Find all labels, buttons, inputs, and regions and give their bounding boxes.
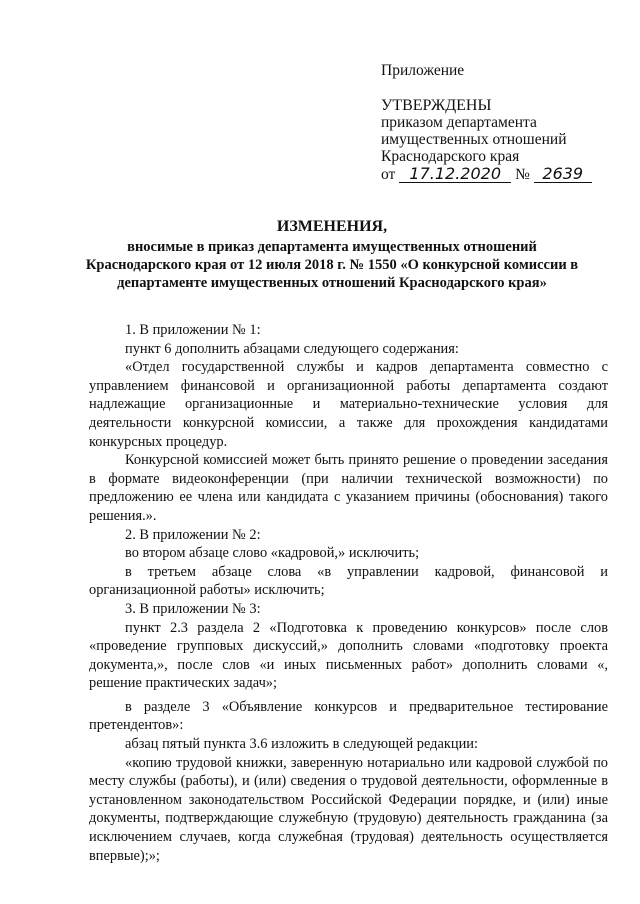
paragraph: абзац пятый пункта 3.6 изложить в следующей редакции: [125, 736, 478, 753]
paragraph: «копию трудовой книжки, заверенную нотариально или кадровой службой по месту службы (работы), и (или) сведения о трудовой деятельности, оформленные в установленном законодательством Российской Федерации порядке, и (или) иные документы, подтверждающие служебную (трудовую) деятельность гражданина (за исключением случаев, когда служебная (трудовая) деятельность осуществляется впервые);»; [89, 754, 608, 864]
paragraph: 2. В приложении № 2: [125, 526, 261, 543]
paragraph: 1. В приложении № 1: [125, 322, 261, 338]
approval-line-2: имущественных отношений [381, 131, 567, 148]
approved-label: УТВЕРЖДЕНЫ [381, 97, 492, 114]
order-line [381, 165, 592, 183]
paragraph: Конкурсной комиссией может быть принято решение о проведении заседания в формате видеоконференции (при наличии технической возможности) по предложению ее члена или кандидата с указанием причины (обоснования) такого решения.». [89, 452, 608, 524]
document-title-block [82, 218, 582, 292]
paragraph: пункт 2.3 раздела 2 «Подготовка к проведению конкурсов» после слов «проведение групповых дискуссий,» дополнить словами «подготовку проекта документа,», после слов «и иных письменных работ» дополнить словами «, решение практических задач»; [89, 619, 608, 692]
paragraph: в третьем абзаце слова «в управлении кадровой, финансовой и организационной работы» исключить; [89, 563, 608, 599]
approval-line-1: приказом департамента [381, 114, 537, 131]
approval-header [381, 62, 592, 183]
paragraph: во втором абзаце слово «кадровой,» исключить; [125, 545, 420, 562]
approval-line-3: Краснодарского края [381, 148, 520, 165]
order-date: 17.12.2020 [399, 165, 511, 183]
number-label: № [515, 166, 530, 183]
from-label: от [381, 166, 396, 183]
paragraph: пункт 6 дополнить абзацами следующего содержания: [125, 340, 459, 357]
paragraph: 3. В приложении № 3: [125, 600, 261, 617]
paragraph: «Отдел государственной службы и кадров департамента совместно с управлением финансовой и организационной работы департамента создают надлежащие организационные и материально-технические условия для деятельности конкурсной комиссии, а также для прохождения кандидатами конкурсных процедур. [89, 359, 608, 450]
appendix-label: Приложение [381, 62, 465, 79]
document-subtitle: вносимые в приказ департамента имущественных отношений Краснодарского края от 12 июля 2018 г. № 1550 «О конкурсной комиссии в департаменте имущественных отношений Краснодарского края» [85, 239, 579, 291]
paragraph: в разделе 3 «Объявление конкурсов и предварительное тестирование претендентов»: [89, 698, 608, 734]
document-title: ИЗМЕНЕНИЯ, [276, 218, 388, 235]
document-body [89, 321, 608, 865]
order-number: 2639 [534, 165, 592, 183]
